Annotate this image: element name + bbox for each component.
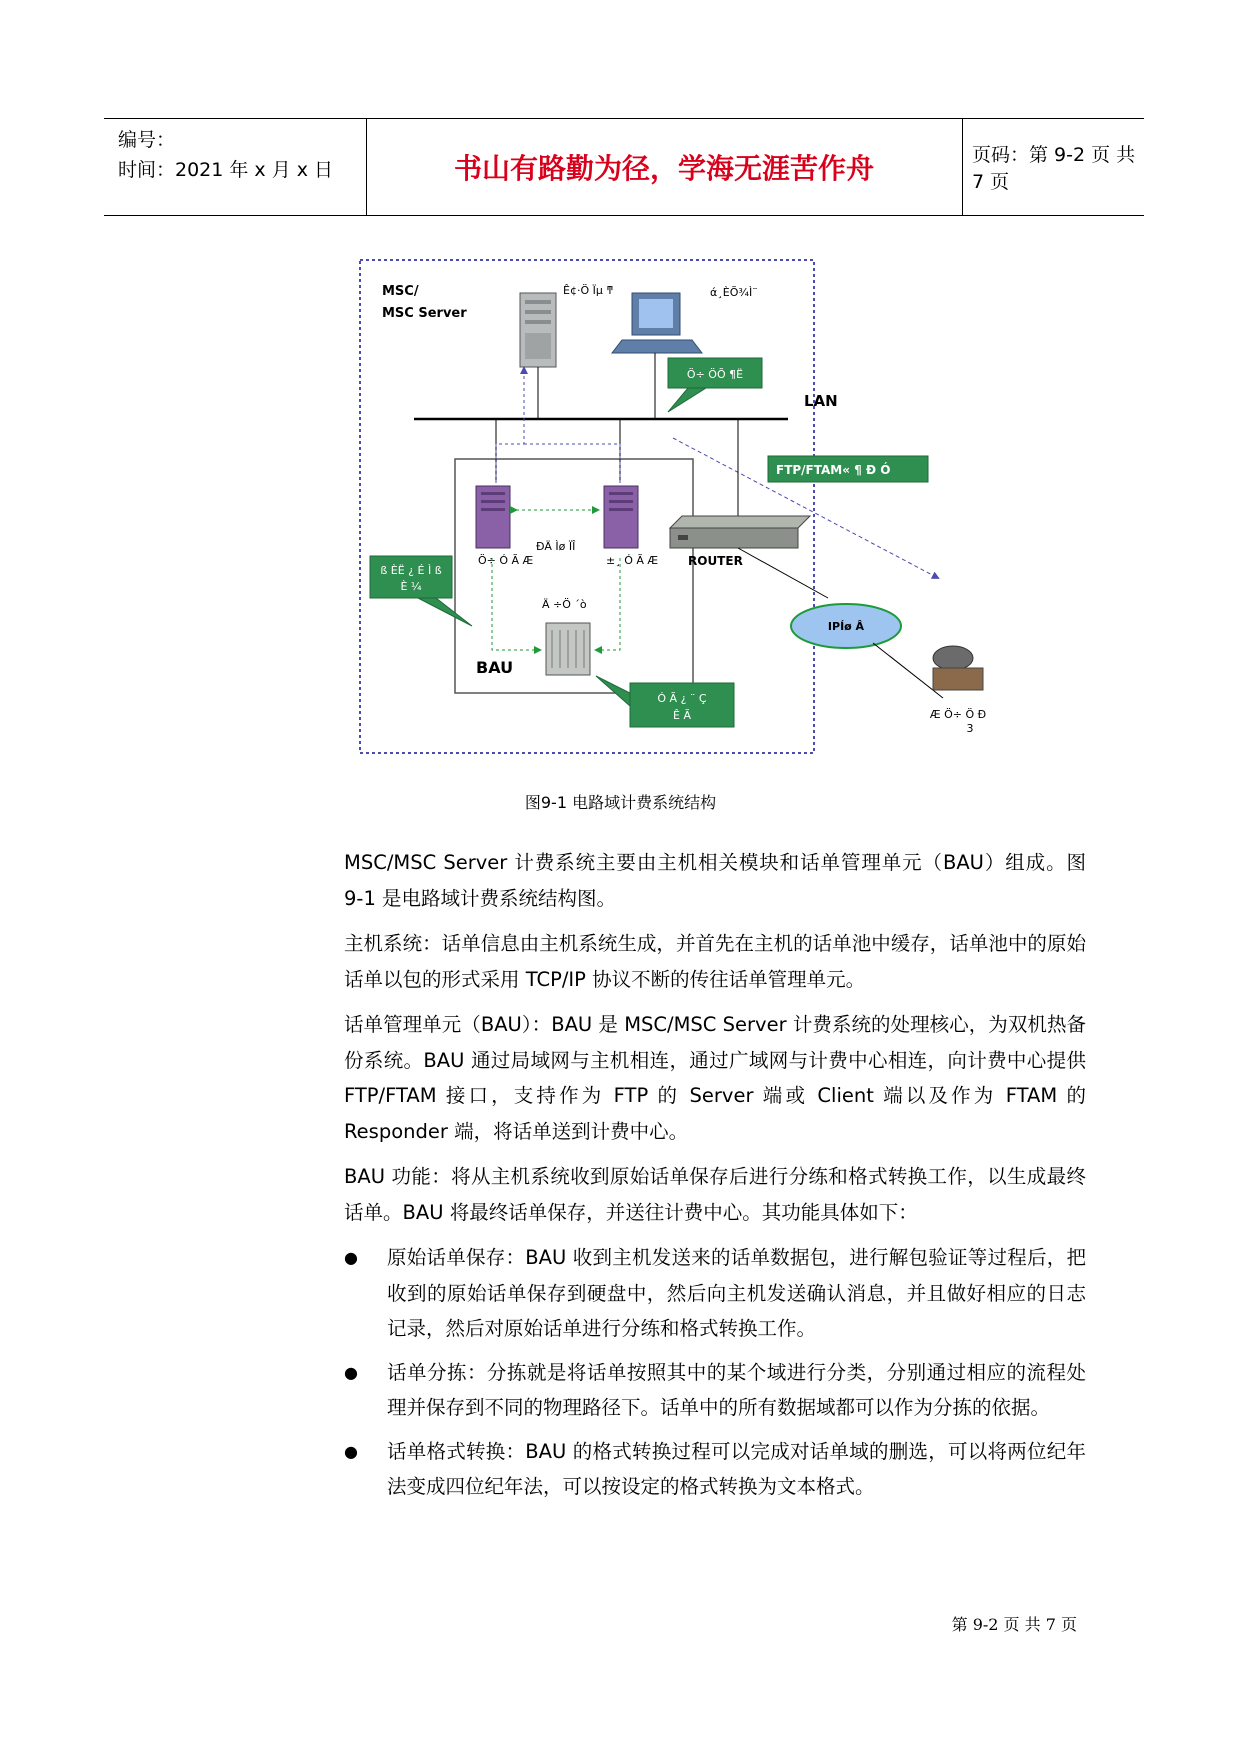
satellite-dish-icon	[933, 646, 983, 690]
bau-label: BAU	[476, 658, 514, 677]
bullet-icon: ●	[344, 1441, 358, 1461]
bottom-callout-line1: Ó Ã ¿ ¨ Ç	[657, 692, 707, 705]
left-callout-line1: ß ÈË ¿ É Ì ß	[380, 564, 442, 577]
list-item	[344, 1355, 1086, 1426]
ftp-label: FTP/FTAM« ¶ Ð Ó	[776, 463, 891, 477]
backup-label: ±¸ Ó Ã Æ	[606, 554, 659, 567]
router-label: ROUTER	[688, 554, 743, 568]
list-item-text: 话单格式转换：BAU 的格式转换过程可以完成对话单域的删选，可以将两位纪年法变成四位纪年法，可以按设定的格式转换为文本格式。	[387, 1439, 1086, 1498]
ip-network-label: IPÍø Â	[827, 620, 865, 633]
router-icon	[670, 516, 810, 548]
header-page-label: 页码：第 9-2 页 共 7 页	[972, 144, 1136, 193]
backup-server-icon	[604, 486, 638, 548]
figure-caption: 图9-1 电路域计费系统结构	[524, 793, 717, 812]
list-item-text: 原始话单保存：BAU 收到主机发送来的话单数据包，进行解包验证等过程后，把收到的原始话单保存到硬盘中，然后向主机发送确认消息，并且做好相应的日志记录，然后对原始话单进行分练和格式转换工作。	[387, 1246, 1086, 1340]
workstation-icon	[612, 293, 702, 353]
bottom-callout-line2: Ê Ã	[673, 709, 691, 722]
disk-array-icon	[546, 623, 590, 675]
disk-array-label: Ä ÷Ö ´ò	[542, 598, 587, 611]
paragraph: 主机系统：话单信息由主机系统生成，并首先在主机的话单池中缓存，话单池中的原始话单以包的形式采用 TCP/IP 协议不断的传往话单管理单元。	[344, 932, 1086, 991]
paragraph: BAU 功能：将从主机系统收到原始话单保存后进行分练和格式转换工作，以生成最终话单。BAU 将最终话单保存，并送往计费中心。其功能具体如下：	[344, 1165, 1086, 1224]
paragraph: 话单管理单元（BAU）：BAU 是 MSC/MSC Server 计费系统的处理核心，为双机热备份系统。BAU 通过局域网与主机相连，通过广域网与计费中心相连，向计费中心提供 FTP/FTAM 接口，支持作为 FTP 的 Server 端或 Client 端以及作为 FTAM 的 Responder 端，将话单送到计费中心。	[344, 1013, 1086, 1143]
header-motto: 书山有路勤为径，学海无涯苦作舟	[453, 152, 874, 185]
billing-center-label: Æ Ö÷ Ö Ð	[929, 708, 987, 721]
heartbeat-label: ÐÄ Ìø ÏÎ	[536, 540, 576, 553]
body-text	[344, 845, 1086, 1513]
billing-center-num: 3	[966, 722, 974, 735]
terminal-label: ά¸ÈÕ¾Ì¨	[710, 286, 758, 299]
host-server-icon	[520, 293, 556, 367]
msc-label-line1: MSC/	[382, 284, 419, 299]
function-list	[344, 1240, 1086, 1505]
callout-lan-device	[668, 358, 762, 412]
time-label: 时间：2021 年 x 月 x 日	[118, 159, 334, 181]
billing-system-diagram	[358, 258, 987, 758]
left-callout-line2: È ¼	[400, 580, 422, 593]
list-item-text: 话单分拣：分拣就是将话单按照其中的某个域进行分类，分别通过相应的流程处理并保存到不同的物理路径下。话单中的所有数据域都可以作为分拣的依据。	[387, 1360, 1086, 1419]
server-label: Ê¢·Ö Ïµ ͳ	[563, 284, 614, 297]
primary-label: Ö÷ Ó Ã Æ	[478, 554, 534, 567]
list-item	[344, 1240, 1086, 1347]
paragraph: MSC/MSC Server 计费系统主要由主机相关模块和话单管理单元（BAU）组成。图 9-1 是电路域计费系统结构图。	[344, 851, 1086, 910]
page-footer: 第 9-2 页 共 7 页	[951, 1615, 1077, 1634]
list-item	[344, 1434, 1086, 1505]
bullet-icon: ●	[344, 1362, 358, 1382]
lan-label: LAN	[804, 392, 838, 410]
header-meta	[118, 125, 364, 185]
msc-label-line2: MSC Server	[382, 306, 467, 321]
primary-server-icon	[476, 486, 510, 548]
callout-lan-text: Ö÷ ÖÕ ¶Ë	[686, 368, 744, 381]
page-header	[104, 118, 1144, 216]
bullet-icon: ●	[344, 1248, 358, 1267]
header-divider	[962, 119, 963, 215]
msc-boundary	[360, 260, 814, 753]
number-label: 编号：	[118, 129, 176, 151]
